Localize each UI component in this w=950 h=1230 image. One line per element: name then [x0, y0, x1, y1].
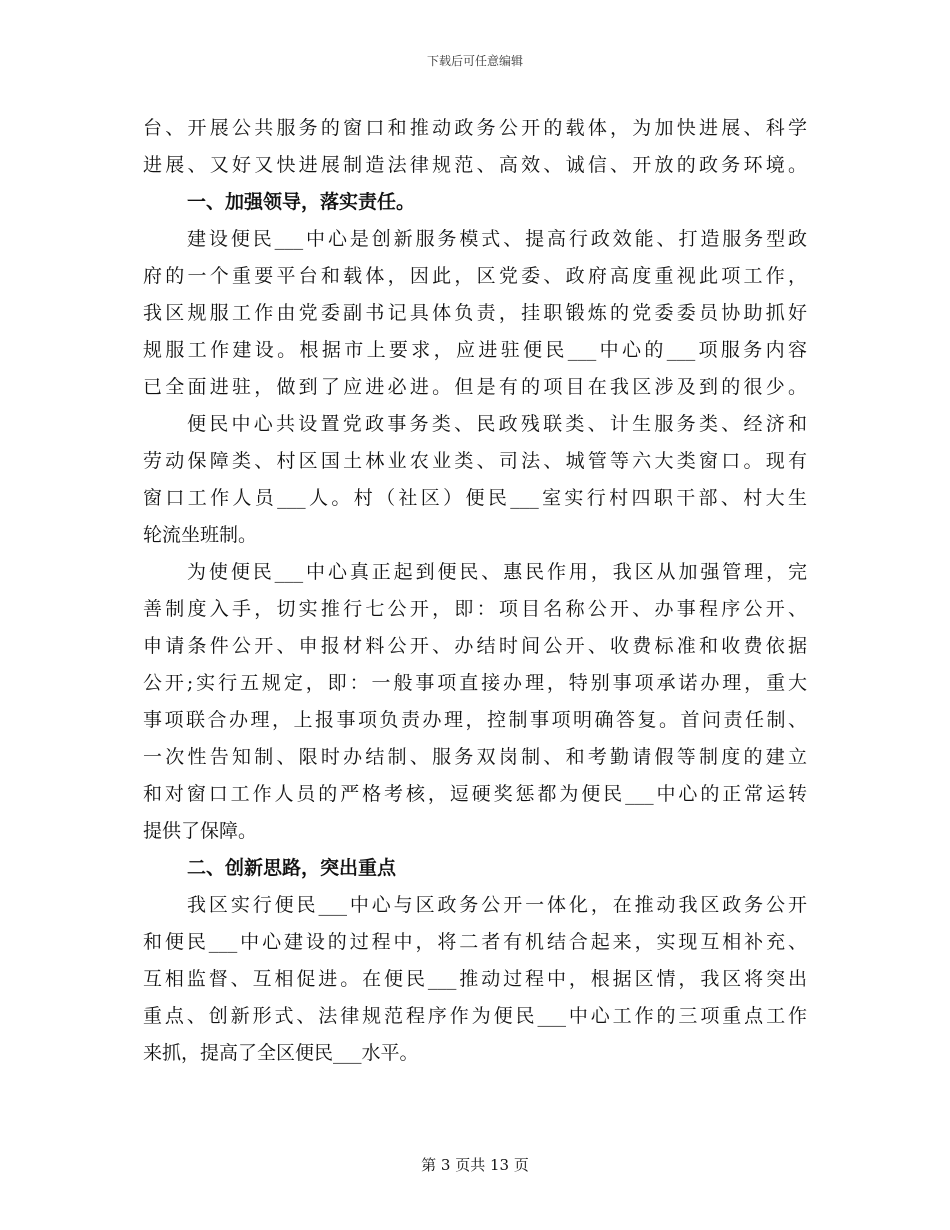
text-line: 提供了保障。: [143, 820, 258, 842]
text-line: 和便民___中心建设的过程中，将二者有机结合起来，实现互相补充、: [143, 931, 807, 953]
text-line: 公开;实行五规定，即：一般事项直接办理，特别事项承诺办理，重大: [143, 672, 807, 694]
text-line: 规服工作建设。根据市上要求，应进驻便民___中心的___项服务内容: [143, 339, 807, 361]
text-line: 为使便民___中心真正起到便民、惠民作用，我区从加强管理，完: [187, 561, 807, 583]
text-line: 已全面进驻，做到了应进必进。但是有的项目在我区涉及到的很少。: [143, 376, 807, 398]
section-heading: 二、创新思路，突出重点: [187, 857, 397, 879]
text-line: 申请条件公开、申报材料公开、办结时间公开、收费标准和收费依据: [143, 635, 807, 657]
text-line: 一次性告知制、限时办结制、服务双岗制、和考勤请假等制度的建立: [143, 746, 807, 768]
section-heading: 一、加强领导，落实责任。: [187, 191, 416, 213]
text-line: 进展、又好又快进展制造法律规范、高效、诚信、开放的政务环境。: [143, 154, 807, 176]
text-line: 善制度入手，切实推行七公开，即：项目名称公开、办事程序公开、: [143, 598, 807, 620]
text-line: 事项联合办理，上报事项负责办理，控制事项明确答复。首问责任制、: [143, 709, 807, 731]
text-line: 劳动保障类、村区国土林业农业类、司法、城管等六大类窗口。现有: [143, 450, 807, 472]
text-line: 窗口工作人员___人。村（社区）便民___室实行村四职干部、村大生: [143, 487, 807, 509]
text-line: 来抓，提高了全区便民___水平。: [143, 1042, 419, 1064]
text-line: 建设便民___中心是创新服务模式、提高行政效能、打造服务型政: [187, 228, 807, 250]
text-line: 轮流坐班制。: [143, 524, 258, 546]
text-line: 我区实行便民___中心与区政务公开一体化，在推动我区政务公开: [187, 894, 807, 916]
text-line: 便民中心共设置党政事务类、民政残联类、计生服务类、经济和: [187, 413, 807, 435]
text-line: 我区规服工作由党委副书记具体负责，挂职锻炼的党委委员协助抓好: [143, 302, 807, 324]
text-line: 和对窗口工作人员的严格考核，逗硬奖惩都为便民___中心的正常运转: [143, 783, 807, 805]
text-line: 互相监督、互相促进。在便民___推动过程中，根据区情，我区将突出: [143, 968, 807, 990]
text-line: 台、开展公共服务的窗口和推动政务公开的载体，为加快进展、科学: [143, 117, 807, 139]
document-body: [143, 110, 807, 1072]
page-number: 第 3 页共 13 页: [421, 1156, 529, 1174]
text-line: 重点、创新形式、法律规范程序作为便民___中心工作的三项重点工作: [143, 1005, 807, 1027]
page-header: 下载后可任意编辑: [426, 54, 523, 68]
text-line: 府的一个重要平台和载体，因此，区党委、政府高度重视此项工作，: [143, 265, 807, 287]
